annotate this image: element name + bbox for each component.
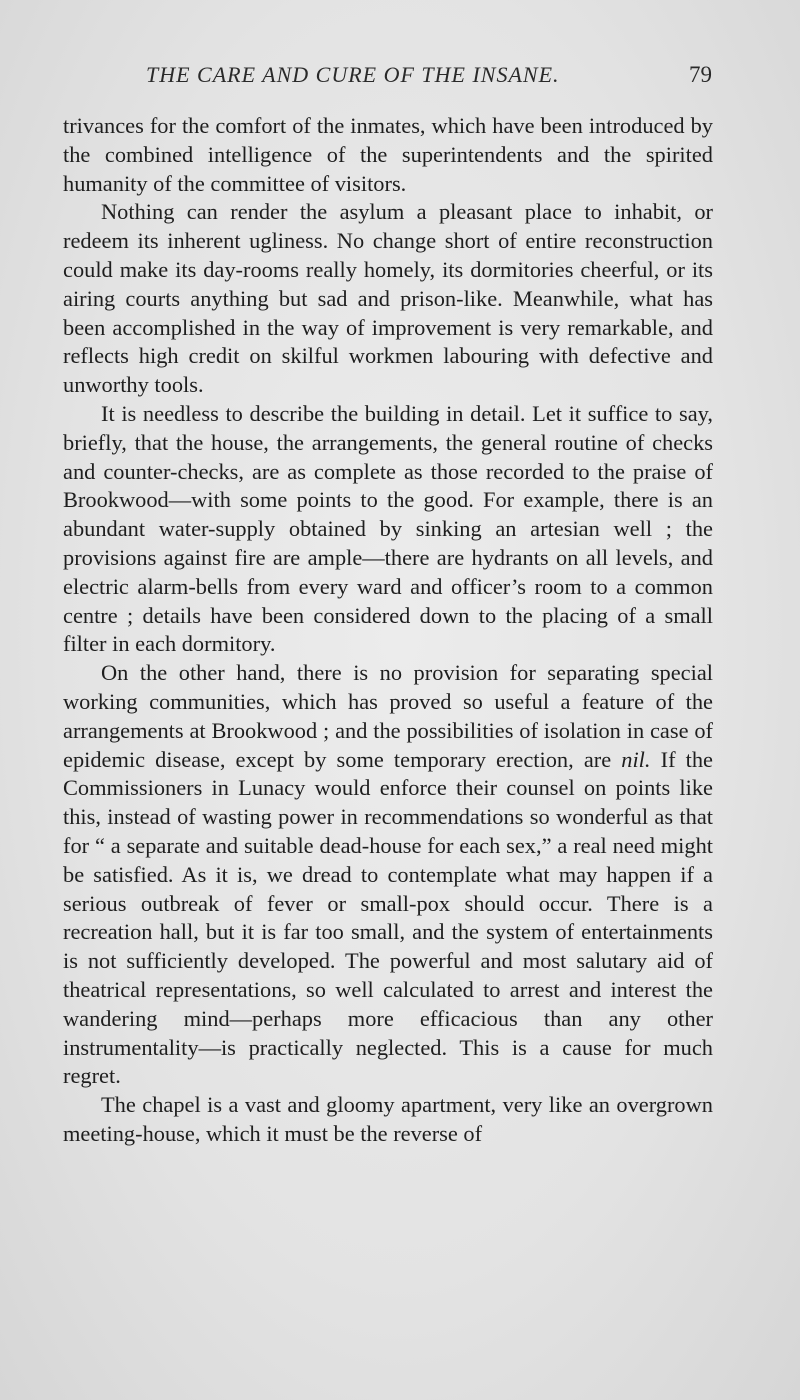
page-number: 79 bbox=[689, 62, 712, 87]
paragraph-5: The chapel is a vast and gloomy apartment, very like an overgrown meeting-house, which it must be the reverse of bbox=[63, 1092, 713, 1146]
paragraph-3: It is needless to describe the building in detail. Let it suffice to say, briefly, that the house, the arrangements, the general routine of checks and counter-checks, are as complete as those recorded to the praise of Brookwood—with some points to the good. For example, there is an abundant water-supply obtained by sinking an artesian well ; the provisions against fire are ample—there are hydrants on all levels, and electric alarm-bells from every ward and officer’s room to a common centre ; details have been considered down to the placing of a small filter in each dormitory. bbox=[63, 400, 713, 657]
paragraph-4-text-b: If the Commissioners in Lunacy would enforce their counsel on points like this, instead of wasting power in recommendations so wonderful as that for “ a separate and suitable dead-house for each sex,” a real need might be satisfied. As it is, we dread to contemplate what may happen if a serious outbreak of fever or small-pox should occur. There is a recreation hall, but it is far too small, and the system of entertainments is not sufficiently developed. The powerful and most salutary aid of theatrical representations, so well calculated to arrest and interest the wandering mind—perhaps more efficacious than any other instrumentality—is practically neglected. This is a cause for much regret. bbox=[63, 746, 713, 1089]
paragraph-4 bbox=[63, 659, 713, 1091]
running-title: THE CARE AND CURE OF THE INSANE. bbox=[146, 62, 560, 87]
body-text bbox=[63, 112, 713, 1149]
paragraph-1: trivances for the comfort of the inmates, which have been introduced by the combined intelligence of the superintendents and the spirited humanity of the committee of visitors. bbox=[63, 113, 713, 196]
running-head bbox=[80, 62, 720, 98]
paragraph-2: Nothing can render the asylum a pleasant place to inhabit, or redeem its inherent ugliness. No change short of entire reconstruction could make its day-rooms really homely, its dormitories cheerful, or its airing courts anything but sad and prison-like. Meanwhile, what has been accomplished in the way of improvement is very remarkable, and reflects high credit on skilful workmen labouring with defective and unworthy tools. bbox=[63, 199, 713, 398]
paragraph-4-text-a: On the other hand, there is no provision for separating special working communities, which has proved so useful a feature of the arrangements at Brookwood ; and the possibilities of isolation in case of epidemic disease, except by some temporary erection, are bbox=[63, 660, 713, 772]
paragraph-4-emphasis: nil. bbox=[621, 746, 651, 772]
